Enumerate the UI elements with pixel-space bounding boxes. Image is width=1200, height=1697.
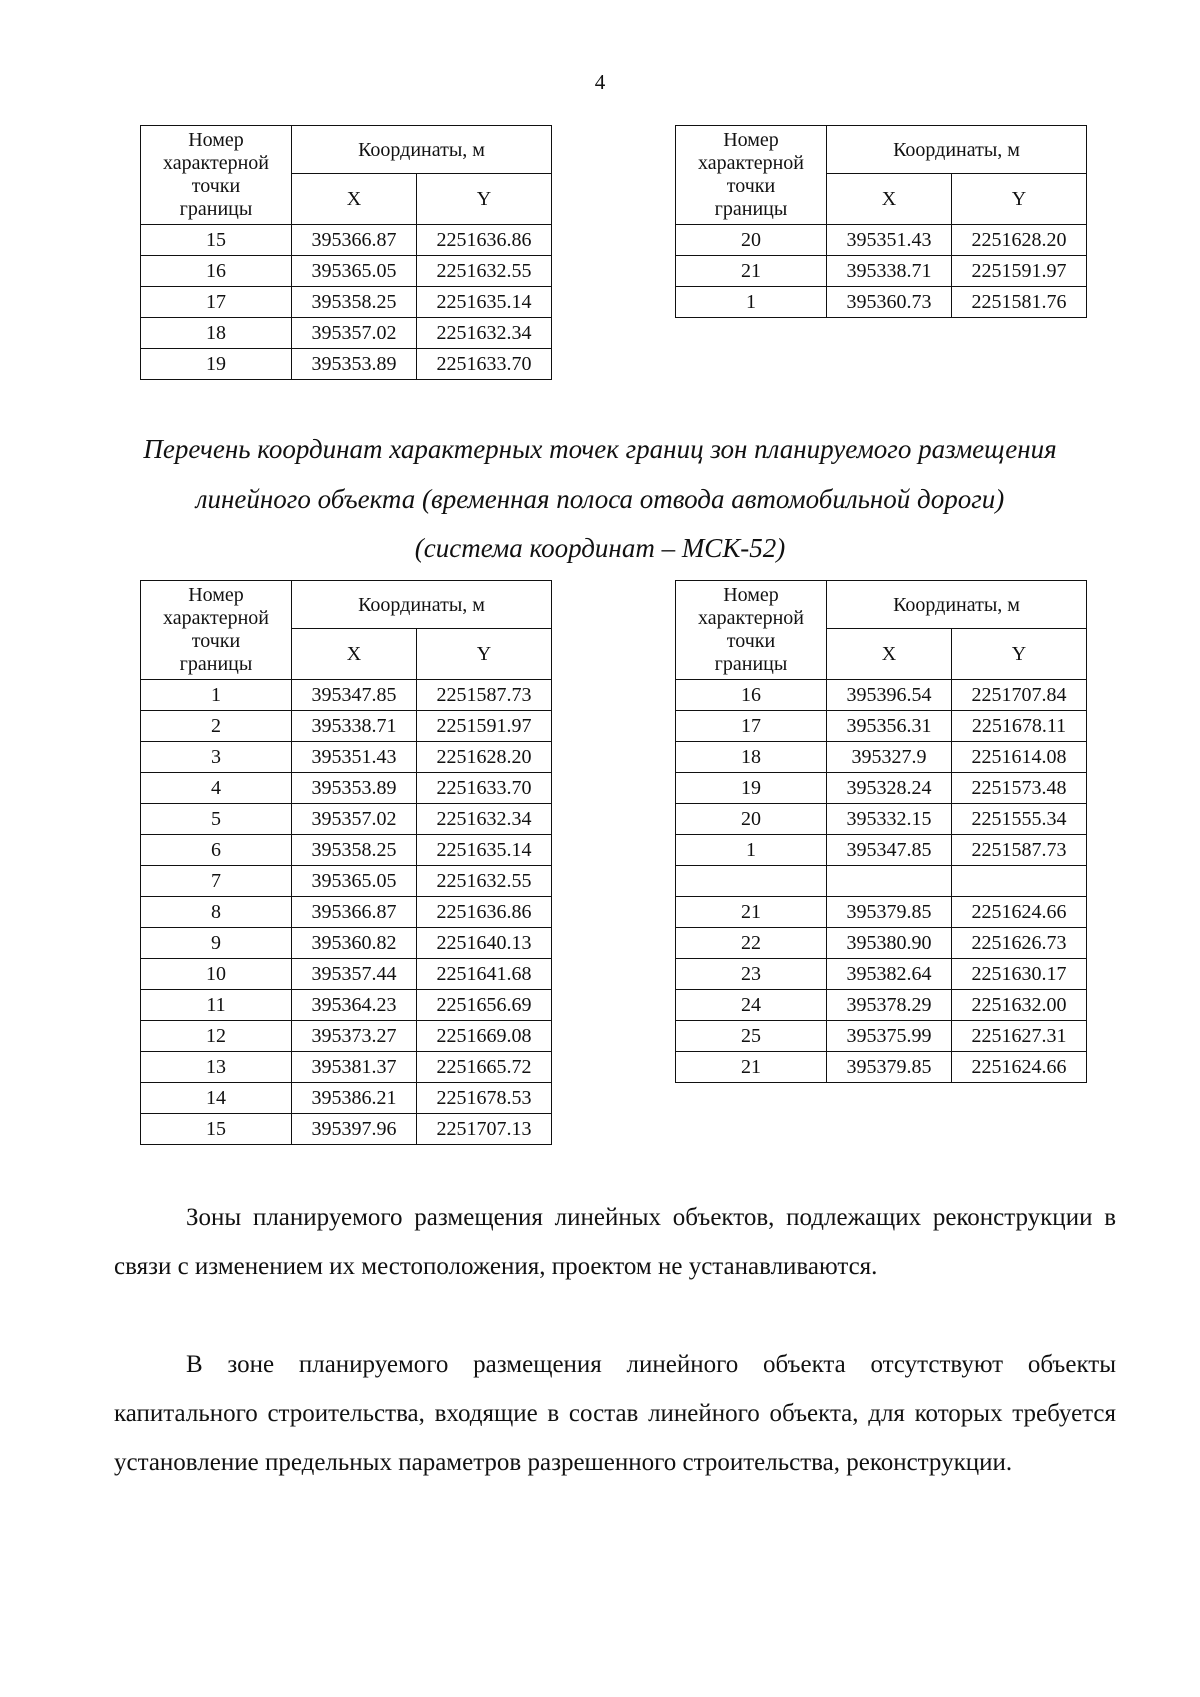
section-title-line-3: (система координат – МСК-52) [414,533,786,563]
table-row [141,711,552,742]
y-coordinate-cell: 2251635.14 [417,287,552,318]
y-coordinate-cell: 2251581.76 [952,287,1087,318]
point-number-cell: 1 [141,680,292,711]
point-number-cell: 15 [141,225,292,256]
header-row [141,126,552,174]
x-coordinate-cell: 395365.05 [292,256,417,287]
x-coordinate-cell: 395357.44 [292,959,417,990]
coordinates-table-2 [675,125,1087,318]
y-coordinate-cell: 2251707.13 [417,1114,552,1145]
point-number-cell: 25 [676,1021,827,1052]
table-row [141,773,552,804]
point-number-header-line: границы [714,198,788,220]
x-coordinate-cell: 395379.85 [827,1052,952,1083]
table-row [141,1052,552,1083]
y-coordinate-cell: 2251678.53 [417,1083,552,1114]
point-number-header-line: Номер [723,129,779,151]
point-number-cell: 6 [141,835,292,866]
table-row [676,866,1087,897]
x-coordinate-cell: 395356.31 [827,711,952,742]
table-row [676,680,1087,711]
y-header: Y [952,629,1087,680]
point-number-header [676,581,827,680]
x-coordinate-cell: 395353.89 [292,773,417,804]
coordinates-header: Координаты, м [827,126,1087,174]
x-coordinate-cell: 395351.43 [827,225,952,256]
page-number: 4 [594,70,606,94]
paragraph-1: Зоны планируемого размещения линейных объектов, подлежащих реконструкции в связи с изменением их местоположения, проектом не устанавливаются. [114,1204,1116,1280]
table-row [676,897,1087,928]
x-coordinate-cell: 395378.29 [827,990,952,1021]
table-row [141,1083,552,1114]
y-coordinate-cell: 2251633.70 [417,349,552,380]
x-coordinate-cell: 395379.85 [827,897,952,928]
x-coordinate-cell: 395357.02 [292,318,417,349]
table-row [141,928,552,959]
table-row [141,349,552,380]
point-number-header [141,126,292,225]
table-row [676,1021,1087,1052]
point-number-cell: 21 [676,256,827,287]
y-coordinate-cell: 2251591.97 [952,256,1087,287]
y-coordinate-cell: 2251656.69 [417,990,552,1021]
coordinates-table-3 [140,580,552,1145]
x-coordinate-cell: 395373.27 [292,1021,417,1052]
table-row [676,990,1087,1021]
y-coordinate-cell: 2251630.17 [952,959,1087,990]
table-row [676,256,1087,287]
point-number-header [676,126,827,225]
table-row [676,742,1087,773]
y-coordinate-cell [952,866,1087,897]
point-number-cell: 16 [676,680,827,711]
x-coordinate-cell: 395338.71 [827,256,952,287]
table-row [141,287,552,318]
x-coordinate-cell: 395328.24 [827,773,952,804]
point-number-cell: 23 [676,959,827,990]
y-coordinate-cell: 2251624.66 [952,1052,1087,1083]
coordinates-header: Координаты, м [292,126,552,174]
y-coordinate-cell: 2251624.66 [952,897,1087,928]
table-row [141,256,552,287]
point-number-cell: 17 [141,287,292,318]
point-number-header-line: точки [726,630,776,652]
y-coordinate-cell: 2251587.73 [417,680,552,711]
point-number-cell: 20 [676,804,827,835]
table-row [676,959,1087,990]
x-header: X [827,629,952,680]
point-number-cell: 16 [141,256,292,287]
y-coordinate-cell: 2251591.97 [417,711,552,742]
point-number-cell: 15 [141,1114,292,1145]
point-number-header-line: характерной [163,607,269,629]
x-coordinate-cell: 395396.54 [827,680,952,711]
y-coordinate-cell: 2251665.72 [417,1052,552,1083]
point-number-header-line: Номер [188,584,244,606]
table-row [141,225,552,256]
header-row [676,126,1087,174]
point-number-header-line: характерной [163,152,269,174]
coordinates-header: Координаты, м [827,581,1087,629]
y-header: Y [417,174,552,225]
point-number-header [141,581,292,680]
table-row [141,804,552,835]
point-number-header-line: характерной [698,152,804,174]
point-number-cell: 18 [676,742,827,773]
y-coordinate-cell: 2251614.08 [952,742,1087,773]
y-coordinate-cell: 2251636.86 [417,897,552,928]
point-number-header-line: характерной [698,607,804,629]
x-coordinate-cell: 395380.90 [827,928,952,959]
x-coordinate-cell: 395357.02 [292,804,417,835]
point-number-cell: 24 [676,990,827,1021]
x-coordinate-cell: 395382.64 [827,959,952,990]
x-coordinate-cell: 395366.87 [292,225,417,256]
point-number-cell: 19 [141,349,292,380]
point-number-header-line: точки [191,175,241,197]
x-header: X [292,174,417,225]
y-coordinate-cell: 2251633.70 [417,773,552,804]
y-coordinate-cell: 2251635.14 [417,835,552,866]
x-coordinate-cell: 395347.85 [292,680,417,711]
point-number-cell: 21 [676,897,827,928]
y-coordinate-cell: 2251632.34 [417,804,552,835]
table-row [141,897,552,928]
y-coordinate-cell: 2251587.73 [952,835,1087,866]
x-coordinate-cell: 395358.25 [292,287,417,318]
x-coordinate-cell: 395327.9 [827,742,952,773]
x-coordinate-cell: 395347.85 [827,835,952,866]
point-number-cell: 5 [141,804,292,835]
x-coordinate-cell: 395381.37 [292,1052,417,1083]
table-row [676,804,1087,835]
y-coordinate-cell: 2251640.13 [417,928,552,959]
table-row [676,1052,1087,1083]
x-coordinate-cell [827,866,952,897]
point-number-cell: 9 [141,928,292,959]
point-number-cell: 3 [141,742,292,773]
point-number-cell: 20 [676,225,827,256]
y-coordinate-cell: 2251632.00 [952,990,1087,1021]
point-number-header-line: точки [191,630,241,652]
y-header: Y [952,174,1087,225]
x-coordinate-cell: 395360.73 [827,287,952,318]
x-header: X [292,629,417,680]
point-number-cell: 12 [141,1021,292,1052]
header-row [676,581,1087,629]
y-coordinate-cell: 2251707.84 [952,680,1087,711]
point-number-cell [676,866,827,897]
point-number-cell: 22 [676,928,827,959]
x-coordinate-cell: 395358.25 [292,835,417,866]
table-row [676,711,1087,742]
table-row [141,1021,552,1052]
table-row [676,225,1087,256]
point-number-header-line: границы [179,653,253,675]
coordinates-table-1 [140,125,552,380]
y-coordinate-cell: 2251573.48 [952,773,1087,804]
table-row [676,287,1087,318]
table-row [141,866,552,897]
table-row [676,835,1087,866]
y-coordinate-cell: 2251678.11 [952,711,1087,742]
y-coordinate-cell: 2251632.34 [417,318,552,349]
paragraph-2: В зоне планируемого размещения линейного объекта отсутствуют объекты капитального строительства, входящие в состав линейного объекта, для которых требуется установление предельных параметров разрешенного строительства, реконструкции. [114,1351,1116,1476]
header-row [141,581,552,629]
y-header: Y [417,629,552,680]
point-number-header-line: точки [726,175,776,197]
y-coordinate-cell: 2251627.31 [952,1021,1087,1052]
x-coordinate-cell: 395338.71 [292,711,417,742]
x-coordinate-cell: 395332.15 [827,804,952,835]
y-coordinate-cell: 2251555.34 [952,804,1087,835]
y-coordinate-cell: 2251632.55 [417,866,552,897]
y-coordinate-cell: 2251628.20 [417,742,552,773]
point-number-cell: 10 [141,959,292,990]
x-coordinate-cell: 395365.05 [292,866,417,897]
table-row [141,742,552,773]
point-number-cell: 18 [141,318,292,349]
point-number-cell: 1 [676,835,827,866]
x-header: X [827,174,952,225]
x-coordinate-cell: 395386.21 [292,1083,417,1114]
point-number-cell: 2 [141,711,292,742]
x-coordinate-cell: 395351.43 [292,742,417,773]
point-number-cell: 7 [141,866,292,897]
y-coordinate-cell: 2251632.55 [417,256,552,287]
point-number-cell: 21 [676,1052,827,1083]
point-number-header-line: Номер [723,584,779,606]
y-coordinate-cell: 2251641.68 [417,959,552,990]
point-number-header-line: границы [179,198,253,220]
table-row [676,773,1087,804]
point-number-cell: 4 [141,773,292,804]
table-row [141,318,552,349]
point-number-cell: 19 [676,773,827,804]
point-number-header-line: границы [714,653,788,675]
section-title-line-1: Перечень координат характерных точек границ зон планируемого размещения [143,434,1057,464]
point-number-cell: 11 [141,990,292,1021]
x-coordinate-cell: 395364.23 [292,990,417,1021]
x-coordinate-cell: 395360.82 [292,928,417,959]
y-coordinate-cell: 2251628.20 [952,225,1087,256]
table-row [141,959,552,990]
point-number-cell: 8 [141,897,292,928]
coordinates-table-4 [675,580,1087,1083]
x-coordinate-cell: 395353.89 [292,349,417,380]
x-coordinate-cell: 395366.87 [292,897,417,928]
table-row [141,835,552,866]
point-number-cell: 1 [676,287,827,318]
x-coordinate-cell: 395375.99 [827,1021,952,1052]
point-number-cell: 17 [676,711,827,742]
table-row [141,680,552,711]
point-number-header-line: Номер [188,129,244,151]
point-number-cell: 14 [141,1083,292,1114]
table-row [141,990,552,1021]
y-coordinate-cell: 2251636.86 [417,225,552,256]
point-number-cell: 13 [141,1052,292,1083]
table-row [141,1114,552,1145]
y-coordinate-cell: 2251626.73 [952,928,1087,959]
y-coordinate-cell: 2251669.08 [417,1021,552,1052]
coordinates-header: Координаты, м [292,581,552,629]
table-row [676,928,1087,959]
x-coordinate-cell: 395397.96 [292,1114,417,1145]
section-title-line-2: линейного объекта (временная полоса отвода автомобильной дороги) [195,484,1005,514]
